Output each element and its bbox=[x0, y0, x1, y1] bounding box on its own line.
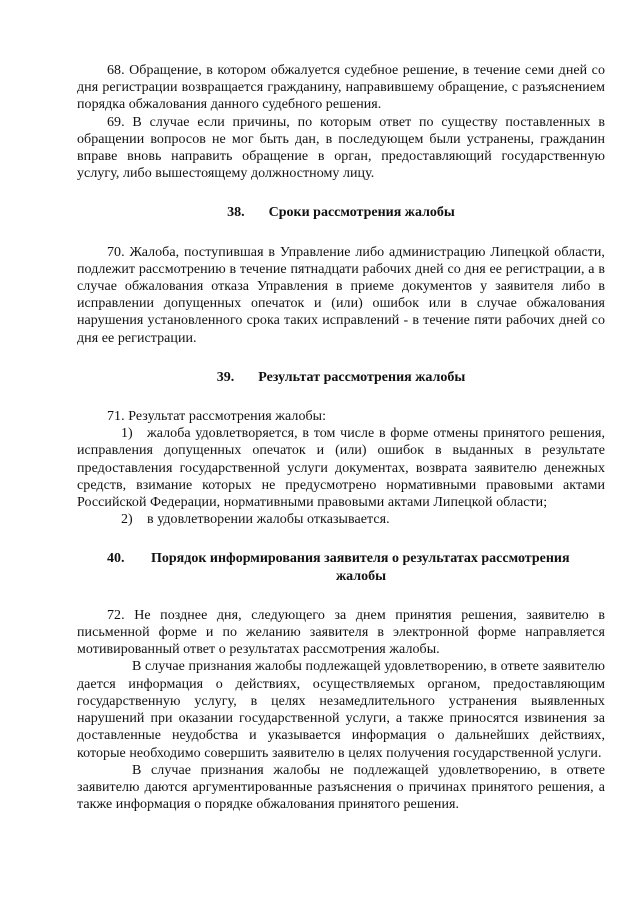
section-number: 39. bbox=[216, 369, 235, 385]
section-heading-38 bbox=[77, 204, 605, 221]
section-title: Порядок информирования заявителя о результатах рассмотрения bbox=[151, 551, 570, 567]
list-item-text: жалоба удовлетворяется, в том числе в форме отмены принятого решения, исправления допущенных опечаток и (или) ошибок в выданных в результате предоставления государственной услуги документах, возврата заявителю денежных средств, взимание которых не предусмотрено нормативными правовыми актами Российской Федерации, нормативными правовыми актами Липецкой области; bbox=[77, 426, 605, 511]
list-marker: 2) bbox=[121, 512, 133, 528]
paragraph-69: 69. В случае если причины, по которым ответ по существу поставленных в обращении вопросов не мог быть дан, в последующем были устранены, гражданин вправе вновь направить обращение в орган, предоставляющий государственную услугу, либо вышестоящему должностному лицу. bbox=[77, 114, 605, 182]
paragraph-70: 70. Жалоба, поступившая в Управление либо администрацию Липецкой области, подлежит рассмотрению в течение пятнадцати рабочих дней со дня ее регистрации, а в случае обжалования отказа Управления в приеме документов у заявителя либо в исправлении допущенных опечаток и (или) ошибок или в случае обжалования нарушения установленного срока таких исправлений - в течение пяти рабочих дней со дня ее регистрации. bbox=[77, 244, 605, 346]
section-title-line-1 bbox=[77, 550, 605, 567]
section-heading-39 bbox=[77, 369, 605, 386]
section-number: 40. bbox=[107, 551, 125, 567]
paragraph-72-final: В случае признания жалобы не подлежащей удовлетворению, в ответе заявителю даются аргументированные разъяснения о причинах принятого решения, а также информация о порядке обжалования принятого решения. bbox=[77, 762, 605, 813]
paragraph-72-continued: В случае признания жалобы подлежащей удовлетворению, в ответе заявителю дается информация о действиях, осуществляемых органом, предоставляющим государственную услугу, в целях незамедлительного устранения выявленных нарушений при оказании государственной услуги, а также приносятся извинения за доставленные неудобства и указывается информация о дальнейших действиях, которые необходимо совершить заявителю в целях получения государственной услуги. bbox=[77, 659, 605, 761]
paragraph-68: 68. Обращение, в котором обжалуется судебное решение, в течение семи дней со дня регистрации возвращается гражданину, направившему обращение, с разъяснением порядка обжалования данного судебного решения. bbox=[77, 63, 605, 113]
list-item-text: в удовлетворении жалобы отказывается. bbox=[147, 512, 390, 528]
section-number: 38. bbox=[227, 205, 245, 221]
list-item-1 bbox=[77, 425, 605, 511]
paragraph-71: 71. Результат рассмотрения жалобы: bbox=[107, 409, 327, 425]
list-marker: 1) bbox=[121, 426, 133, 442]
document-body bbox=[77, 62, 605, 813]
section-title-line-2: жалобы bbox=[335, 568, 387, 584]
section-heading-40 bbox=[77, 550, 605, 584]
paragraph-72: 72. Не позднее дня, следующего за днем принятия решения, заявителю в письменной форме и по желанию заявителя в электронной форме направляется мотивированный ответ о результатах рассмотрения жалобы. bbox=[77, 607, 605, 658]
list-item-2 bbox=[77, 511, 605, 528]
section-title: Результат рассмотрения жалобы bbox=[258, 369, 466, 385]
section-title: Сроки рассмотрения жалобы bbox=[268, 205, 455, 221]
